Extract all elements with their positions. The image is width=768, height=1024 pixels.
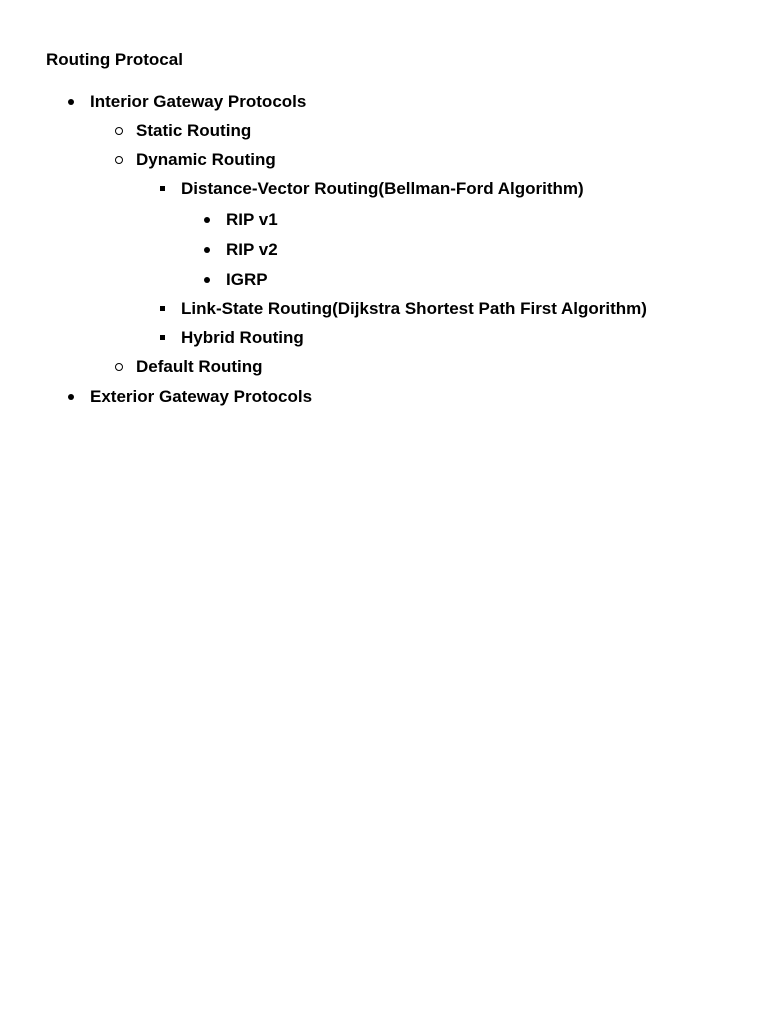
list-item-label: Dynamic Routing — [136, 150, 276, 169]
list-item-label: Distance-Vector Routing(Bellman-Ford Algorithm) — [181, 179, 584, 198]
list-item-label: RIP v2 — [226, 240, 278, 259]
list-item-label: Static Routing — [136, 121, 252, 140]
list-item-label: Link-State Routing(Dijkstra Shortest Path First Algorithm) — [181, 299, 647, 318]
list-item-label: IGRP — [226, 270, 268, 289]
list-item-label: Interior Gateway Protocols — [90, 92, 307, 111]
list-item-label: Default Routing — [136, 357, 263, 376]
list-item-label: RIP v1 — [226, 210, 278, 229]
list-item-label: Hybrid Routing — [181, 328, 304, 347]
document-title: Routing Protocal — [46, 50, 183, 69]
list-item-label: Exterior Gateway Protocols — [90, 387, 313, 406]
